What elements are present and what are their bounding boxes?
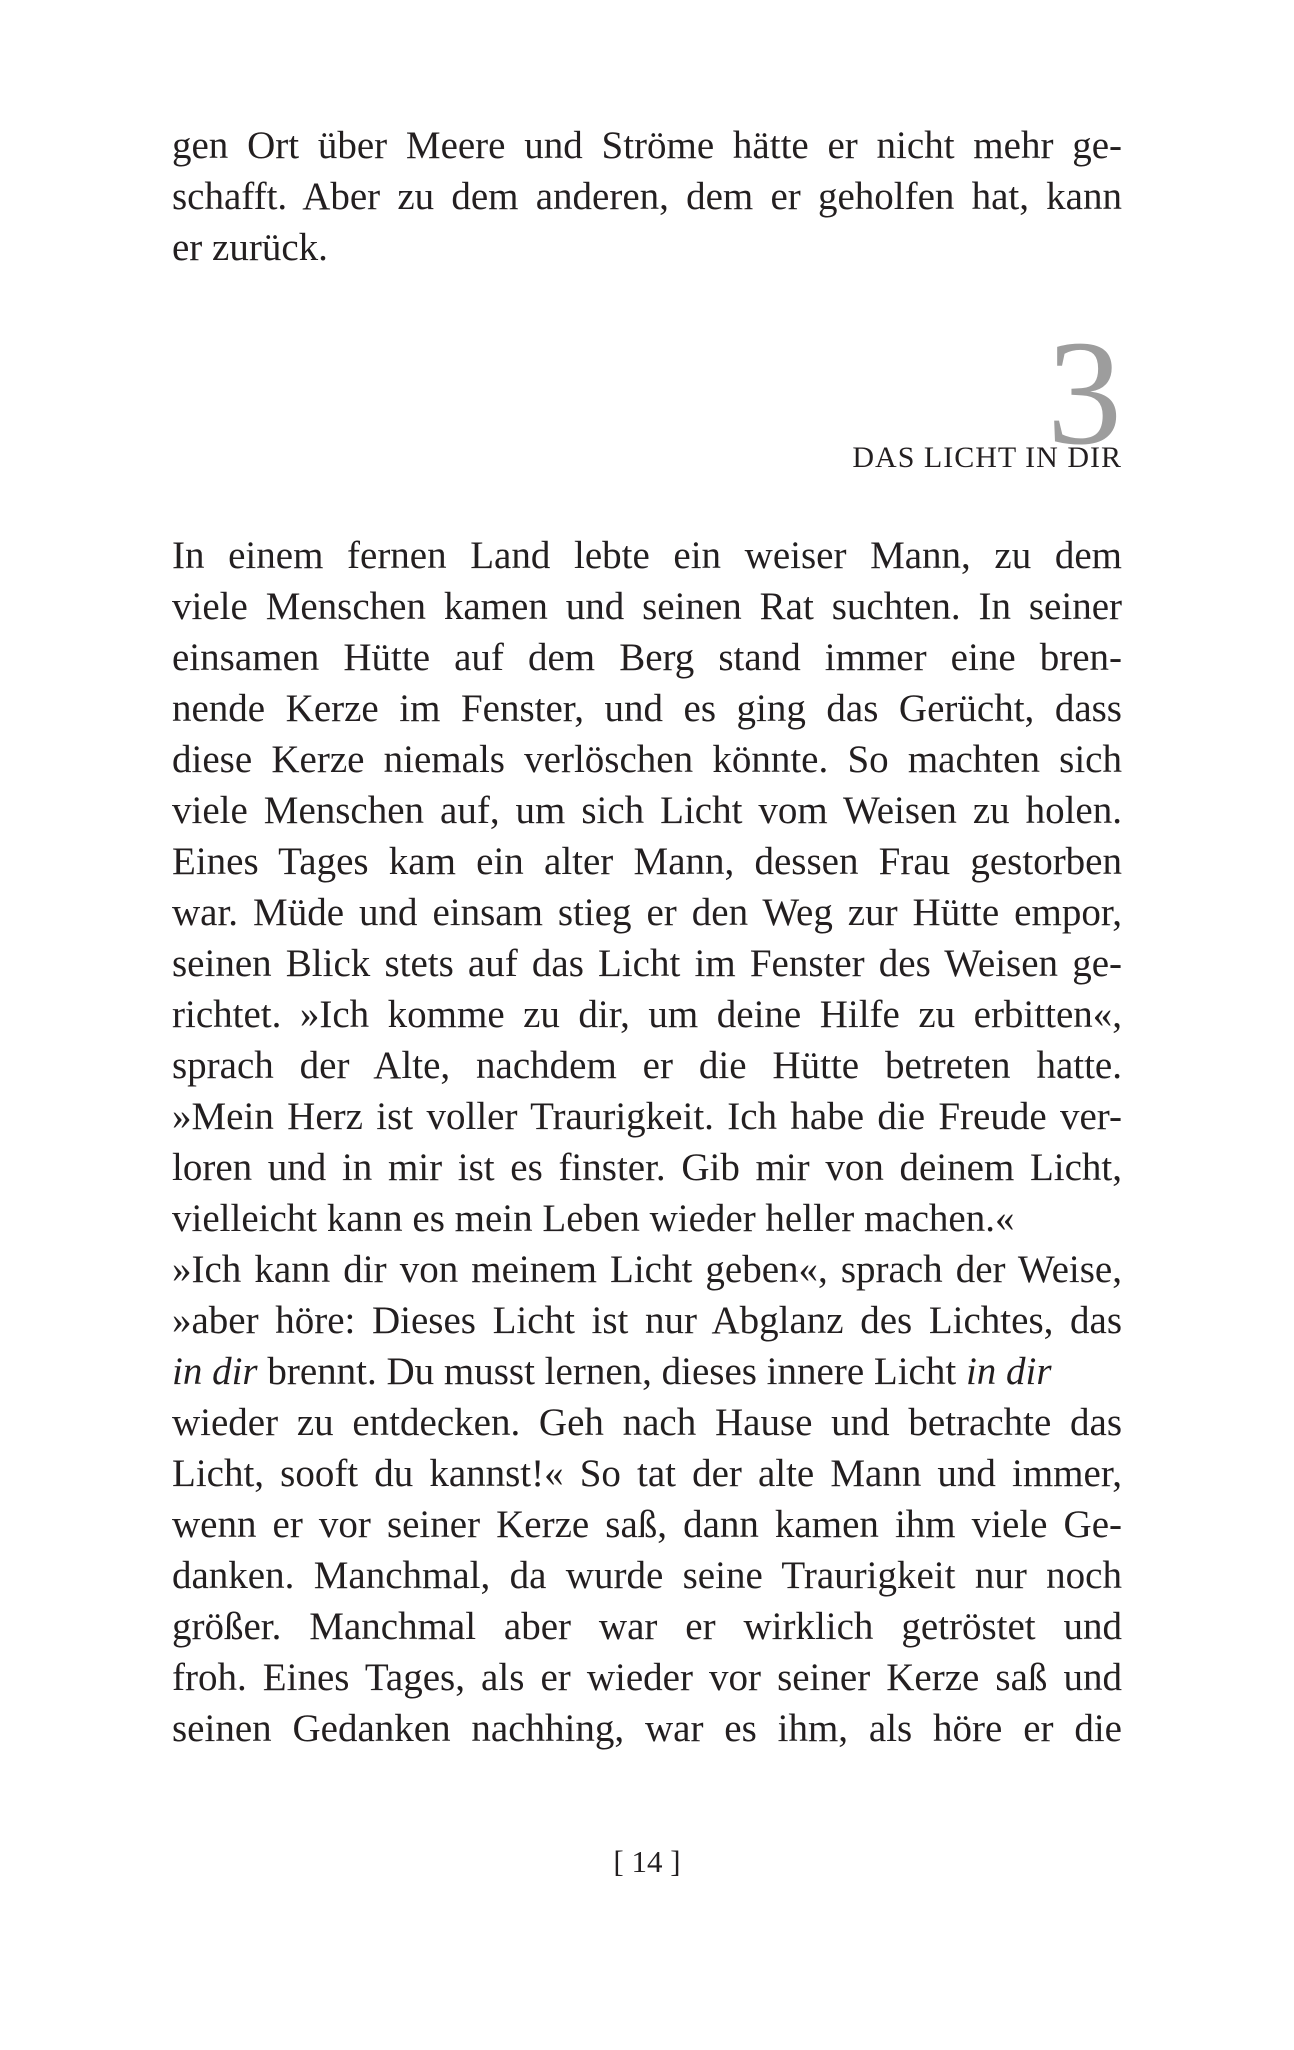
text-line: loren und in mir ist es finster. Gib mir von deinem Licht,: [172, 1146, 1122, 1189]
text-line: Licht, sooft du kannst!« So tat der alte Mann und immer,: [172, 1452, 1122, 1495]
intro-paragraph: [172, 120, 1122, 273]
chapter-title: DAS LICHT IN DIR: [852, 441, 1122, 474]
text-line: wenn er vor seiner Kerze saß, dann kamen ihm viele Ge-: [172, 1503, 1122, 1546]
text-line: wieder zu entdecken. Geh nach Hause und betrachte das: [172, 1401, 1122, 1444]
text-line: war. Müde und einsam stieg er den Weg zur Hütte empor,: [172, 891, 1122, 934]
page-number: [ 14 ]: [613, 1844, 681, 1879]
text-line: viele Menschen auf, um sich Licht vom Weisen zu holen.: [172, 789, 1122, 832]
text-line: In einem fernen Land lebte ein weiser Mann, zu dem: [172, 534, 1122, 577]
emphasis-text: in dir: [172, 1350, 258, 1393]
text-line: er zurück.: [172, 226, 328, 269]
text-line: froh. Eines Tages, als er wieder vor seiner Kerze saß und: [172, 1656, 1122, 1699]
text-line: vielleicht kann es mein Leben wieder heller machen.«: [172, 1197, 1015, 1240]
text-segment: brennt. Du musst lernen, dieses innere Licht: [257, 1350, 966, 1393]
text-line: richtet. »Ich komme zu dir, um deine Hilfe zu erbitten«,: [172, 993, 1122, 1036]
text-line-with-emphasis: [172, 1346, 1122, 1397]
text-line: schafft. Aber zu dem anderen, dem er geholfen hat, kann: [172, 175, 1122, 218]
chapter-number: 3: [1047, 310, 1122, 476]
text-line: viele Menschen kamen und seinen Rat suchten. In seiner: [172, 585, 1122, 628]
text-line: diese Kerze niemals verlöschen könnte. So machten sich: [172, 738, 1122, 781]
text-line: sprach der Alte, nachdem er die Hütte betreten hatte.: [172, 1044, 1122, 1087]
text-line: einsamen Hütte auf dem Berg stand immer eine bren-: [172, 636, 1122, 679]
text-line: seinen Blick stets auf das Licht im Fenster des Weisen ge-: [172, 942, 1122, 985]
text-line: »Mein Herz ist voller Traurigkeit. Ich habe die Freude ver-: [172, 1095, 1122, 1138]
text-line: nende Kerze im Fenster, und es ging das Gerücht, dass: [172, 687, 1122, 730]
text-line: danken. Manchmal, da wurde seine Traurigkeit nur noch: [172, 1554, 1122, 1597]
emphasis-text: in dir: [965, 1350, 1052, 1393]
text-line: gen Ort über Meere und Ströme hätte er nicht mehr ge-: [172, 124, 1122, 167]
text-line: »Ich kann dir von meinem Licht geben«, sprach der Weise,: [172, 1248, 1122, 1291]
text-line: seinen Gedanken nachhing, war es ihm, als höre er die: [172, 1707, 1122, 1750]
story-paragraph: [172, 530, 1122, 1754]
text-line: Eines Tages kam ein alter Mann, dessen Frau gestorben: [172, 840, 1122, 883]
text-line: größer. Manchmal aber war er wirklich getröstet und: [172, 1605, 1122, 1648]
text-line: »aber höre: Dieses Licht ist nur Abglanz des Lichtes, das: [172, 1299, 1122, 1342]
